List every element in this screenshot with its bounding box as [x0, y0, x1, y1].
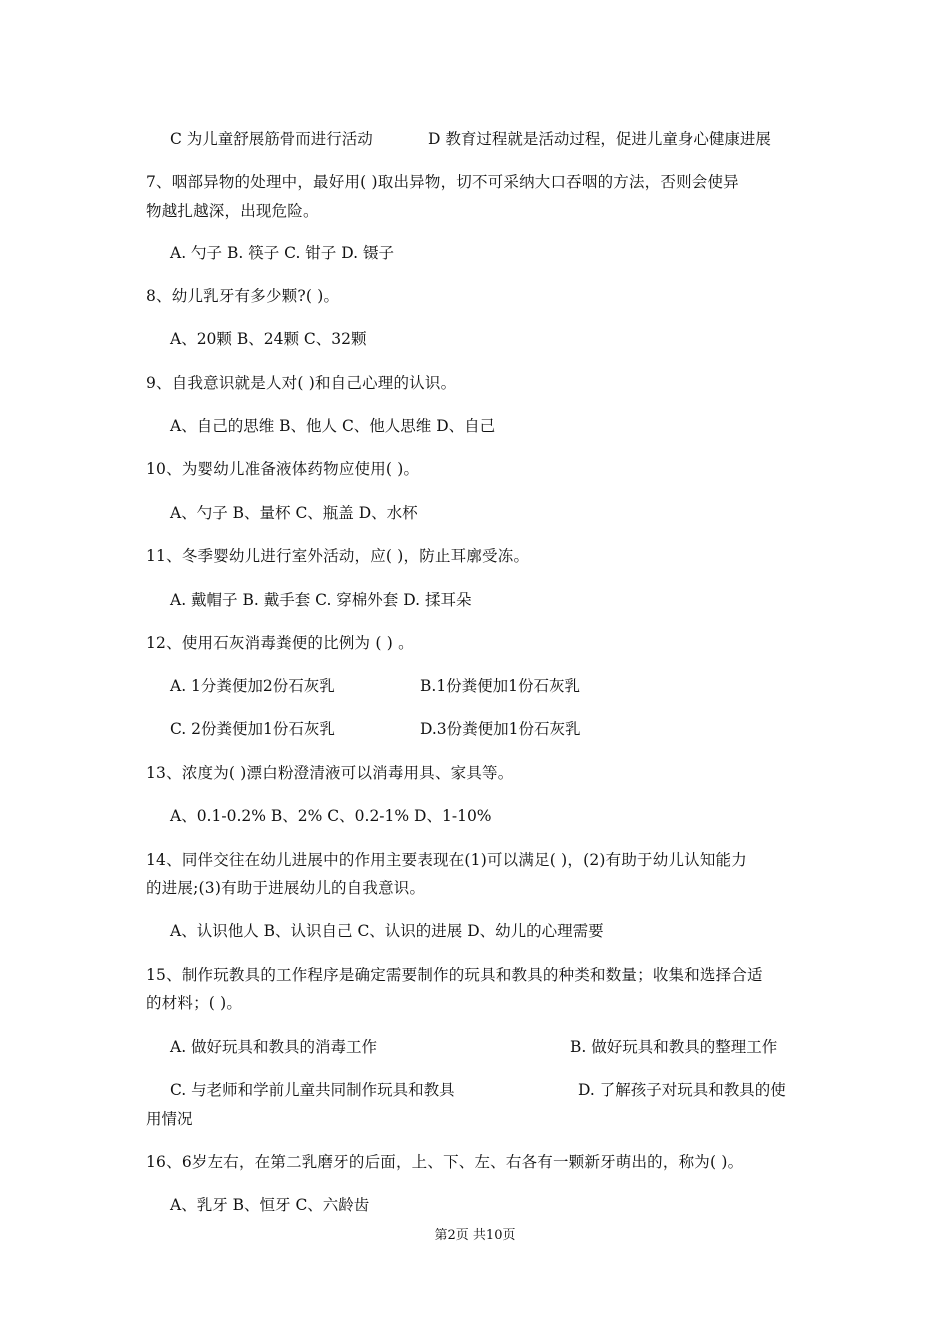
question-7-line-1: 7、咽部异物的处理中，最好用( )取出异物，切不可采纳大口吞咽的方法，否则会使异 — [146, 173, 739, 191]
question-8-options: A、20颗 B、24颗 C、32颗 — [170, 330, 367, 348]
question-15-line-2: 的材料；( )。 — [146, 994, 243, 1012]
option-d: D.3份粪便加1份石灰乳 — [420, 720, 581, 738]
question-6-option-c-line — [170, 129, 834, 149]
question-15-option-d-continued: 用情况 — [146, 1110, 193, 1128]
question-9: 9、自我意识就是人对( )和自己心理的认识。 — [146, 374, 457, 392]
question-15-line-1: 15、制作玩教具的工作程序是确定需要制作的玩具和教具的种类和数量；收集和选择合适 — [146, 966, 763, 984]
question-13: 13、浓度为( )漂白粉澄清液可以消毒用具、家具等。 — [146, 764, 514, 782]
option-b: B.1份粪便加1份石灰乳 — [420, 677, 581, 695]
question-14-line-2: 的进展;(3)有助于进展幼儿的自我意识。 — [146, 879, 426, 897]
question-10-options: A、勺子 B、量杯 C、瓶盖 D、水杯 — [170, 504, 418, 522]
option-a: A. 1分粪便加2份石灰乳 — [170, 677, 335, 695]
question-13-options: A、0.1-0.2% B、2% C、0.2-1% D、1-10% — [170, 807, 492, 825]
question-12-options-row-1 — [170, 676, 834, 696]
page-number-footer: 第2页 共10页 — [434, 1228, 516, 1243]
question-16-options: A、乳牙 B、恒牙 C、六龄齿 — [170, 1196, 370, 1214]
question-12: 12、使用石灰消毒粪便的比例为 ( ) 。 — [146, 634, 414, 652]
question-15-options-row-1 — [170, 1037, 834, 1057]
option-c: C. 2份粪便加1份石灰乳 — [170, 720, 335, 738]
question-7-line-2: 物越扎越深，出现危险。 — [146, 202, 319, 220]
question-14-line-1: 14、同伴交往在幼儿进展中的作用主要表现在(1)可以满足( )，(2)有助于幼儿认知能力 — [146, 851, 747, 869]
question-7-options: A. 勺子 B. 筷子 C. 钳子 D. 镊子 — [170, 244, 394, 262]
option-c: C 为儿童舒展筋骨而进行活动 — [170, 130, 373, 148]
question-11-options: A. 戴帽子 B. 戴手套 C. 穿棉外套 D. 揉耳朵 — [170, 591, 472, 609]
question-15-options-row-2 — [170, 1080, 834, 1100]
question-12-options-row-2 — [170, 719, 834, 739]
question-9-options: A、自己的思维 B、他人 C、他人思维 D、自己 — [170, 417, 496, 435]
option-d: D 教育过程就是活动过程，促进儿童身心健康进展 — [428, 130, 771, 148]
option-c: C. 与老师和学前儿童共同制作玩具和教具 — [170, 1081, 455, 1099]
question-14-options: A、认识他人 B、认识自己 C、认识的进展 D、幼儿的心理需要 — [170, 922, 604, 940]
option-a: A. 做好玩具和教具的消毒工作 — [170, 1038, 378, 1056]
question-11: 11、冬季婴幼儿进行室外活动，应( )，防止耳廓受冻。 — [146, 547, 530, 565]
option-d: D. 了解孩子对玩具和教具的使 — [578, 1081, 786, 1099]
question-8: 8、幼儿乳牙有多少颗?( )。 — [146, 287, 340, 305]
question-10: 10、为婴幼儿准备液体药物应使用( )。 — [146, 460, 420, 478]
question-16: 16、6岁左右，在第二乳磨牙的后面，上、下、左、右各有一颗新牙萌出的，称为( )。 — [146, 1153, 744, 1171]
option-b: B. 做好玩具和教具的整理工作 — [570, 1038, 778, 1056]
